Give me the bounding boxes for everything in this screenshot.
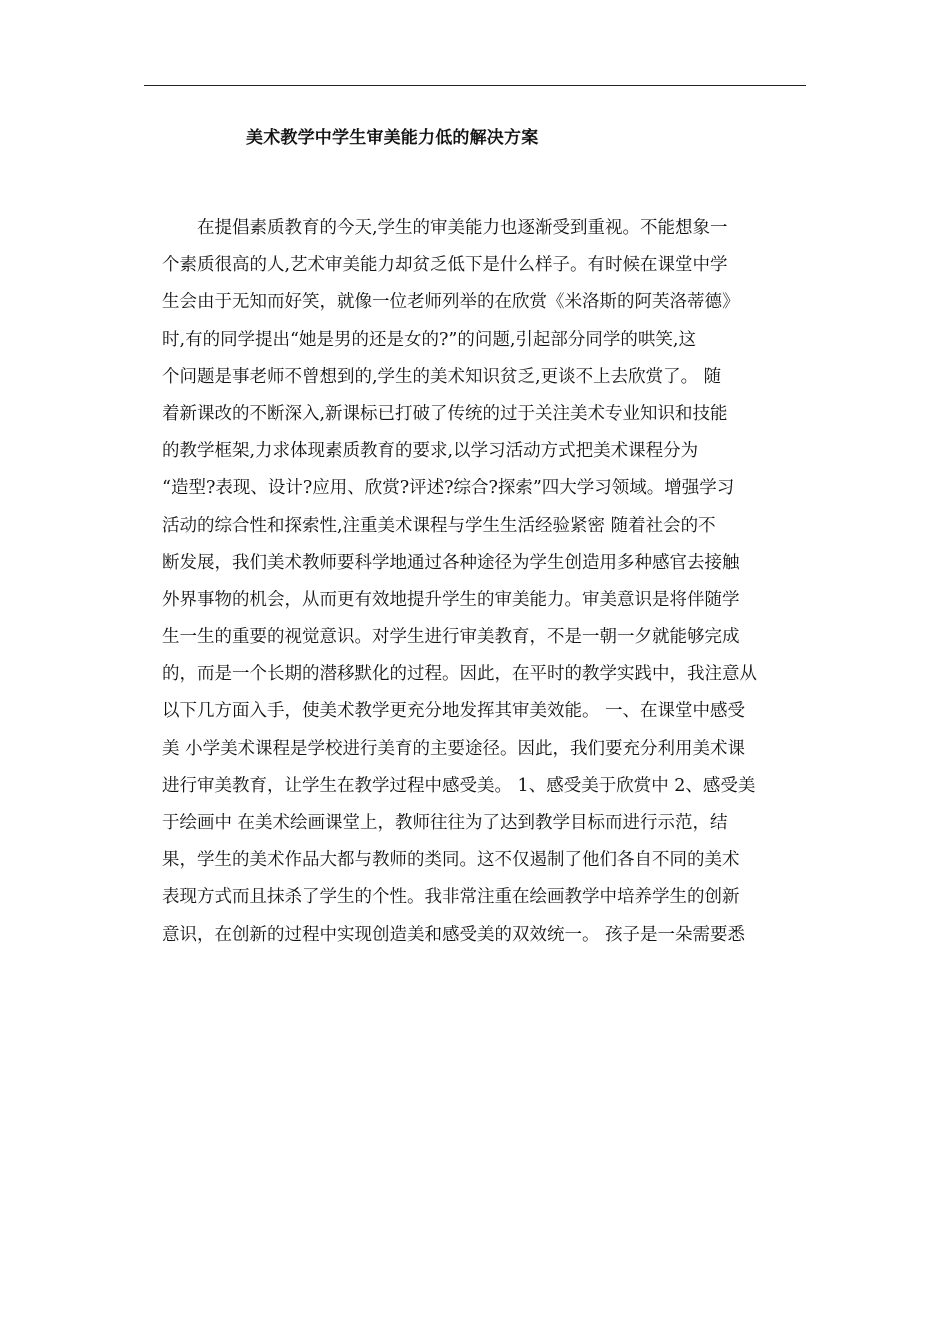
body-line: 的教学框架,力求体现素质教育的要求,以学习活动方式把美术课程分为 <box>162 441 699 462</box>
body-line: 美 小学美术课程是学校进行美育的主要途径。因此，我们要充分利用美术课 <box>162 738 746 759</box>
header-rule <box>144 85 806 86</box>
body-line: 时,有的同学提出“她是男的还是女的?”的问题,引起部分同学的哄笑,这 <box>162 329 696 350</box>
body-line: 以下几方面入手，使美术教学更充分地发挥其审美效能。 一、在课堂中感受 <box>162 701 746 722</box>
body-line: 的，而是一个长期的潜移默化的过程。因此，在平时的教学实践中，我注意从 <box>162 664 757 685</box>
body-line: 于绘画中 在美术绘画课堂上，教师往往为了达到教学目标而进行示范，结 <box>162 813 728 833</box>
document-body <box>162 210 802 954</box>
body-line: 生会由于无知而好笑，就像一位老师列举的在欣赏《米洛斯的阿芙洛蒂德》 <box>162 292 740 313</box>
body-line: 个问题是事老师不曾想到的,学生的美术知识贫乏,更谈不上去欣赏了。 随 <box>162 366 722 387</box>
body-line: 生一生的重要的视觉意识。对学生进行审美教育，不是一朝一夕就能够完成 <box>162 627 740 648</box>
body-line: 意识，在创新的过程中实现创造美和感受美的双效统一。 孩子是一朵需要悉 <box>162 924 746 945</box>
body-line: “造型?表现、设计?应用、欣赏?评述?综合?探索”四大学习领域。增强学习 <box>162 478 735 499</box>
body-line: 活动的综合性和探索性,注重美术课程与学生生活经验紧密 随着社会的不 <box>162 515 716 536</box>
body-line: 外界事物的机会，从而更有效地提升学生的审美能力。审美意识是将伴随学 <box>162 589 740 610</box>
body-line: 断发展，我们美术教师要科学地通过各种途径为学生创造用多种感官去接触 <box>162 552 740 573</box>
body-line: 果，学生的美术作品大都与教师的类同。这不仅遏制了他们各自不同的美术 <box>162 850 740 871</box>
body-line: 个素质很高的人,艺术审美能力却贫乏低下是什么样子。有时候在课堂中学 <box>162 255 728 276</box>
document-title: 美术教学中学生审美能力低的解决方案 <box>246 128 539 148</box>
body-line: 表现方式而且抹杀了学生的个性。我非常注重在绘画教学中培养学生的创新 <box>162 887 740 908</box>
body-line: 进行审美教育，让学生在教学过程中感受美。 1、感受美于欣赏中 2、感受美 <box>162 775 756 796</box>
body-line: 着新课改的不断深入,新课标已打破了传统的过于关注美术专业知识和技能 <box>162 403 728 424</box>
body-line: 在提倡素质教育的今天,学生的审美能力也逐渐受到重视。不能想象一 <box>162 218 728 238</box>
